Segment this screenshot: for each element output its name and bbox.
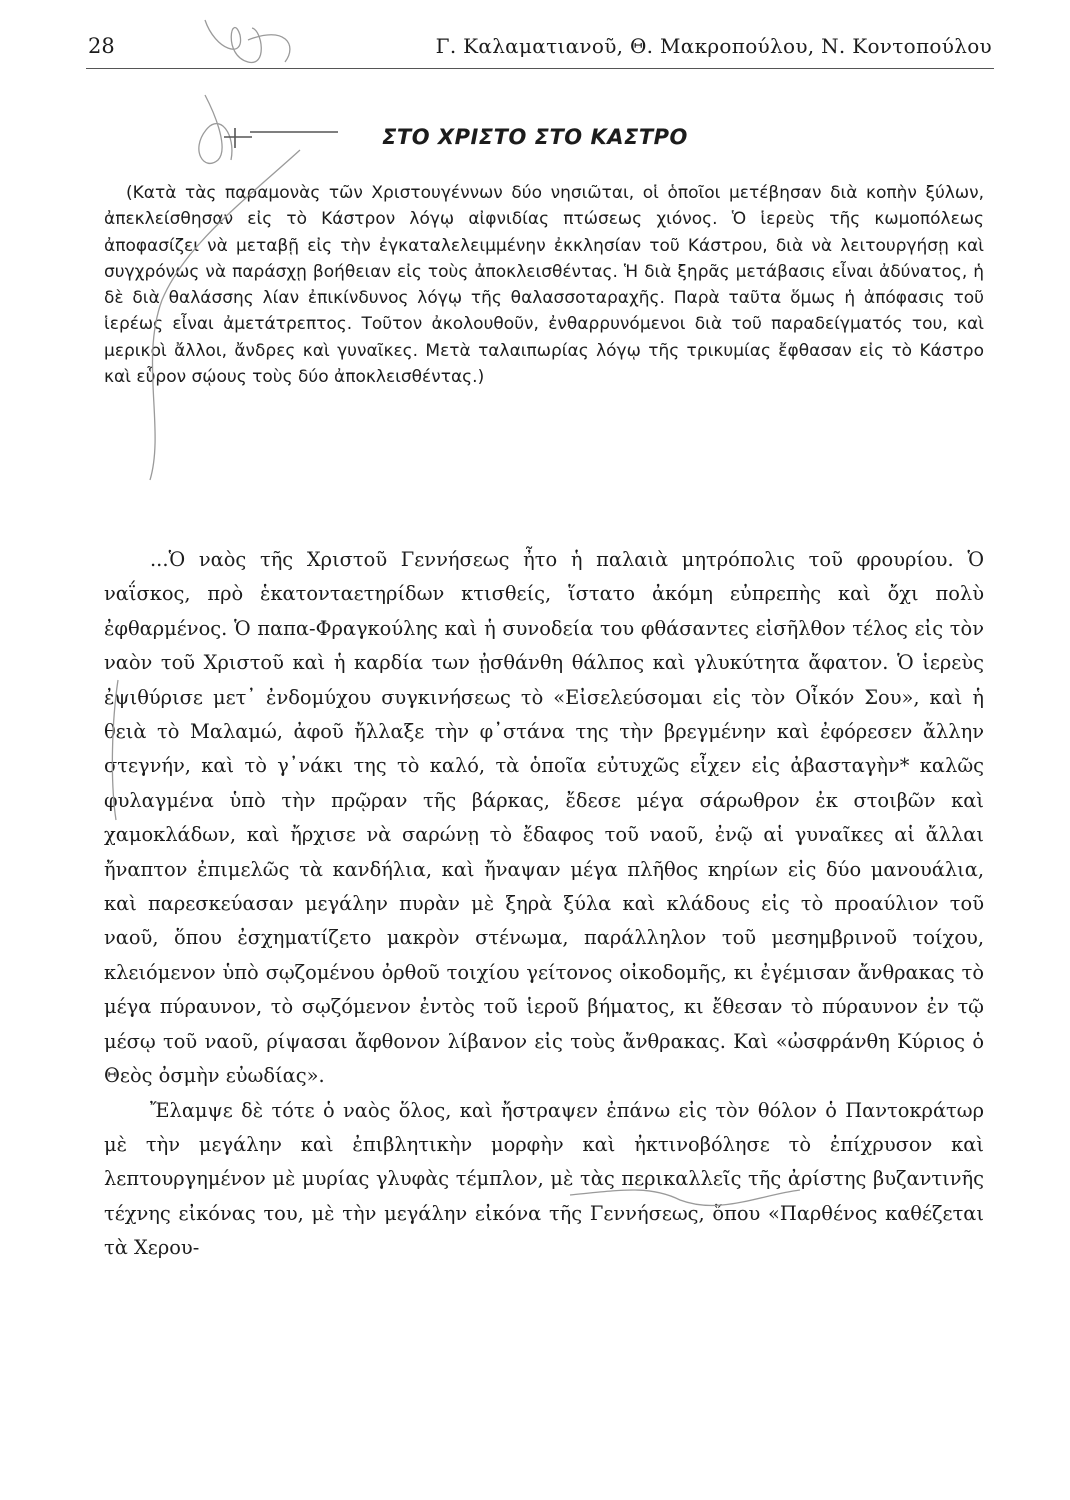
- intro-block: [104, 180, 984, 390]
- body-text: [104, 543, 984, 1266]
- running-head: Γ. Καλαματιανοῦ, Θ. Μακροπούλου, Ν. Κοντοπούλου: [435, 34, 992, 58]
- intro-paragraph: (Κατὰ τὰς παραμονὰς τῶν Χριστουγέννων δύο νησιῶται, οἱ ὁποῖοι μετέβησαν διὰ κοπὴν ξύλων, ἀπεκλείσθησαν εἰς τὸ Κάστρον λόγῳ αἰφνιδίας πτώσεως χιόνος. Ὁ ἱερεὺς τῆς κωμοπόλεως ἀποφασίζει νὰ μεταβῇ εἰς τὴν ἐγκαταλελειμμένην ἐκκλησίαν τοῦ Κάστρου, διὰ νὰ λειτουργήσῃ καὶ συγχρόνως νὰ παράσχῃ βοήθειαν εἰς τοὺς ἀποκλεισθέντας. Ἡ διὰ ξηρᾶς μετάβασις εἶναι ἀδύνατος, ἡ δὲ διὰ θαλάσσης λίαν ἐπικίνδυνος λόγῳ τῆς θαλασσοταραχῆς. Παρὰ ταῦτα ὅμως ἡ ἀπόφασις τοῦ ἱερέως εἶναι ἀμετάτρεπτος. Τοῦτον ἀκολουθοῦν, ἐνθαρρυνόμενοι διὰ τοῦ παραδείγματός του, καὶ μερικοὶ ἄλλοι, ἄνδρες καὶ γυναῖκες. Μετὰ ταλαιπωρίας λόγῳ τῆς τρικυμίας ἔφθασαν εἰς τὸ Κάστρο καὶ εὗρον σῴους τοὺς δύο ἀποκλεισθέντας.): [104, 183, 984, 388]
- section-title: ΣΤΟ ΧΡΙΣΤΟ ΣΤΟ ΚΑΣΤΡΟ: [382, 125, 688, 149]
- body-paragraph-1: ...Ὁ ναὸς τῆς Χριστοῦ Γεννήσεως ἦτο ἡ παλαιὰ μητρόπολις τοῦ φρουρίου. Ὁ ναΐσκος, πρὸ ἑκατονταετηρίδων κτισθείς, ἵστατο ἀκόμη εὐπρεπὴς καὶ ὄχι πολὺ ἐφθαρμένος. Ὁ παπα-Φραγκούλης καὶ ἡ συνοδεία του φθάσαντες εἰσῆλθον τέλος εἰς τὸν ναὸν τοῦ Χριστοῦ καὶ ἡ καρδία των ᾐσθάνθη θάλπος καὶ γλυκύτητα ἄφατον. Ὁ ἱερεὺς ἐψιθύρισε μετ᾽ ἐνδομύχου συγκινήσεως τὸ «Εἰσελεύσομαι εἰς τὸν Οἶκόν Σου», καὶ ἡ θειὰ τὸ Μαλαμώ, ἀφοῦ ἤλλαξε τὴν φ᾽στάνα της τὴν βρεγμένην καὶ ἐφόρεσεν ἄλλην στεγνήν, καὶ τὸ γ᾽νάκι της τὸ καλό, τὰ ὁποῖα εὐτυχῶς εἶχεν εἰς ἀβασταγὴν* καλῶς φυλαγμένα ὑπὸ τὴν πρῷραν τῆς βάρκας, ἔδεσε μέγα σάρωθρον ἐκ στοιβῶν καὶ χαμοκλάδων, καὶ ἤρχισε νὰ σαρώνῃ τὸ ἔδαφος τοῦ ναοῦ, ἐνῷ αἱ γυναῖκες αἱ ἄλλαι ἤναπτον ἐπιμελῶς τὰ κανδήλια, καὶ ἤναψαν μέγα πλῆθος κηρίων εἰς δύο μανουάλια, καὶ παρεσκεύασαν μεγάλην πυρὰν μὲ ξηρὰ ξύλα καὶ κλάδους εἰς τὸ προαύλιον τοῦ ναοῦ, ὅπου ἐσχηματίζετο μακρὸν στένωμα, παράλληλον τοῦ μεσημβρινοῦ τοίχου, κλειόμενον ὑπὸ σῳζομένου ὀρθοῦ τοιχίου γείτονος οἰκοδομῆς, κι ἐγέμισαν ἄνθρακας τὸ μέγα πύραυνον, τὸ σῳζόμενον ἐντὸς τοῦ ἱεροῦ βήματος, κι ἔθεσαν τὸ πύραυνον ἐν τῷ μέσῳ τοῦ ναοῦ, ρίψασαι ἄφθονον λίβανον εἰς τοὺς ἄνθρακας. Καὶ «ὠσφράνθη Κύριος ὁ Θεὸς ὀσμὴν εὐωδίας».: [104, 548, 984, 1088]
- page-number: 28: [88, 34, 115, 58]
- pencil-scribble: [205, 20, 290, 62]
- header-rule: [86, 68, 994, 69]
- body-paragraph-2: Ἔλαμψε δὲ τότε ὁ ναὸς ὅλος, καὶ ἤστραψεν ἐπάνω εἰς τὸν θόλον ὁ Παντοκράτωρ μὲ τὴν μεγάλην καὶ ἐπιβλητικὴν μορφὴν καὶ ἠκτινοβόλησε τὸ ἐπίχρυσον καὶ λεπτουργημένον μὲ μυρίας γλυφὰς τέμπλον, μὲ τὰς περικαλλεῖς τῆς ἀρίστης βυζαντινῆς τέχνης εἰκόνας του, μὲ τὴν μεγάλην εἰκόνα τῆς Γεννήσεως, ὅπου «Παρθένος καθέζεται τὰ Χερου-: [104, 1098, 984, 1260]
